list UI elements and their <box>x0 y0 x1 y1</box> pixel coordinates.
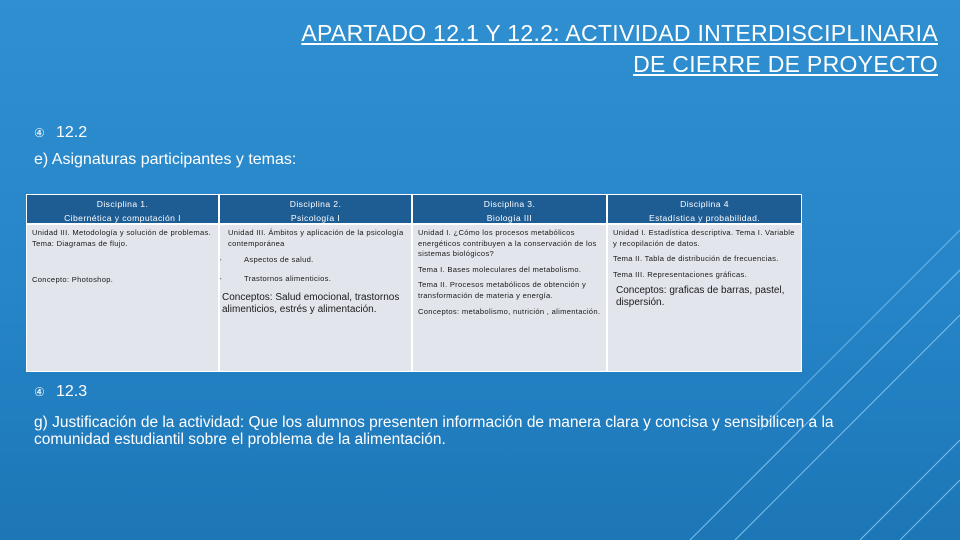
col3-concepts: Conceptos: metabolismo, nutrición , alimentación. <box>418 306 601 316</box>
justification-text: g) Justificación de la actividad: Que los alumnos presenten información de manera clara y concisa y sensibilicen a la comunidad estudiantil sobre el problema de la alimentación. <box>34 414 834 448</box>
header-2-line2: Psicología I <box>290 213 341 223</box>
table-header-1 <box>26 194 219 224</box>
subjects-subtitle: e) Asignaturas participantes y temas: <box>34 151 297 168</box>
bullet-12-3-label: 12.3 <box>56 383 88 400</box>
circled-number-icon: ④ <box>34 385 45 399</box>
header-3-line1: Disciplina 3. <box>483 199 536 209</box>
header-2-line1: Disciplina 2. <box>289 199 342 209</box>
table-cell-4 <box>607 224 802 372</box>
col4-theme2: Tema II. Tabla de distribución de frecuencias. <box>613 254 779 264</box>
table-cell-3 <box>412 224 607 372</box>
col2-item-2: - Trastornos alimenticios. <box>222 274 406 285</box>
table-header-4 <box>607 194 802 224</box>
title-line-1: APARTADO 12.1 Y 12.2: ACTIVIDAD INTERDISCIPLINARIA <box>301 20 938 46</box>
header-4-line1: Disciplina 4 <box>680 199 729 209</box>
bullet-12-2-label: 12.2 <box>56 124 88 141</box>
col2-item-1: - Aspectos de salud. <box>222 255 406 266</box>
col2-unit: Unidad III. Ámbitos y aplicación de la psicología contemporánea <box>228 228 404 248</box>
col4-unit: Unidad I. Estadística descriptiva. Tema I. Variable y recopilación de datos. <box>613 228 795 248</box>
col4-concepts: Conceptos: graficas de barras, pastel, dispersión. <box>616 285 785 308</box>
header-1-line2: Cibernética y computación I <box>64 213 181 223</box>
bullet-12-3 <box>34 383 87 401</box>
header-3-line2: Biología III <box>486 213 533 223</box>
circled-number-icon: ④ <box>34 126 45 140</box>
table-cell-2 <box>219 224 412 372</box>
col4-theme3: Tema III. Representaciones gráficas. <box>613 269 748 279</box>
col1-unit: Unidad III. Metodología y solución de problemas. Tema: Diagramas de flujo. <box>32 228 212 248</box>
col3-theme1: Tema I. Bases moleculares del metabolismo. <box>418 264 582 274</box>
header-4-line2: Estadística y probabilidad. <box>648 213 761 223</box>
col3-theme2: Tema II. Procesos metabólicos de obtención y transformación de materia y energía. <box>418 280 587 300</box>
col1-concept: Concepto: Photoshop. <box>32 275 114 285</box>
col2-concepts: Conceptos: Salud emocional, trastornos alimenticios, estrés y alimentación. <box>222 292 400 315</box>
title-line-2: DE CIERRE DE PROYECTO <box>633 51 938 77</box>
header-1-line1: Disciplina 1. <box>96 199 149 209</box>
table-header-2 <box>219 194 412 224</box>
slide-title <box>138 18 938 80</box>
table-header-3 <box>412 194 607 224</box>
bullet-12-2 <box>34 124 87 142</box>
col3-unit: Unidad I. ¿Cómo los procesos metabólicos energéticos contribuyen a la conservación de los sistemas biológicos? <box>418 228 597 259</box>
subjects-table <box>26 194 802 372</box>
table-cell-1 <box>26 224 219 372</box>
